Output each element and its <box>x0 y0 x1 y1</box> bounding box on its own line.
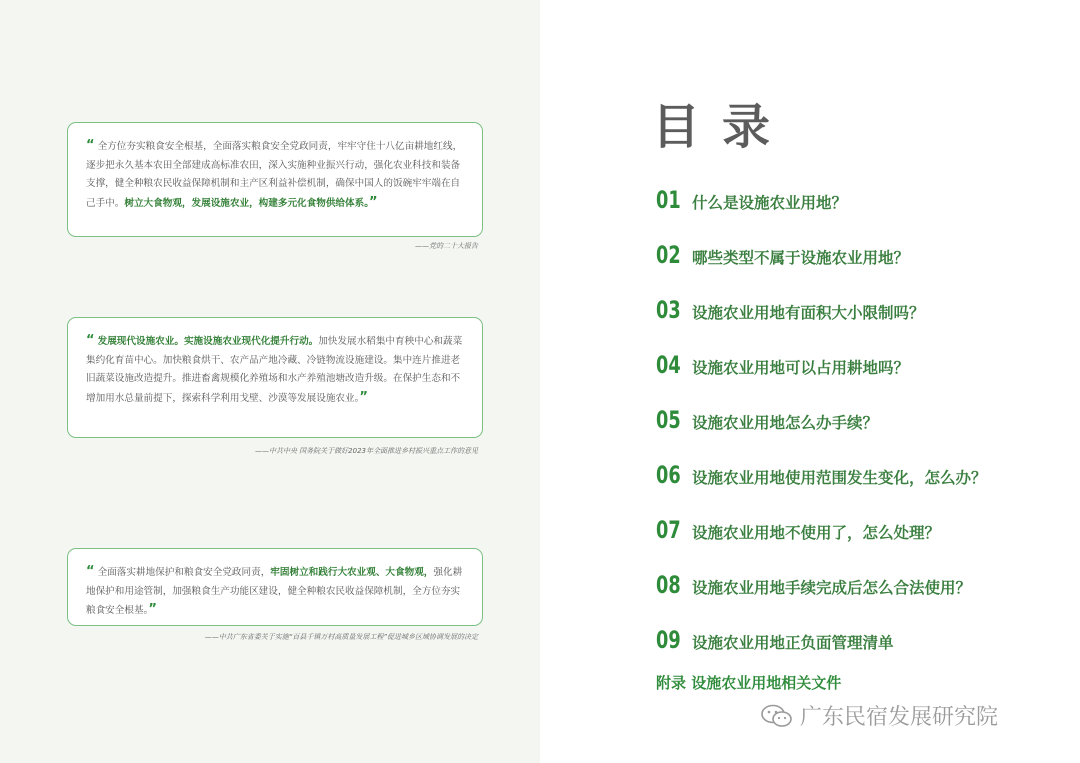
toc-item-label: 设施农业用地手续完成后怎么合法使用？ <box>692 579 972 597</box>
toc-item-number: 09 <box>656 626 681 654</box>
toc-item-09[interactable] <box>656 626 894 654</box>
close-quote-mark: ” <box>359 389 368 405</box>
toc-item-label: 什么是设施农业用地？ <box>692 194 848 212</box>
toc-item-label: 设施农业用地有面积大小限制吗？ <box>692 304 925 322</box>
toc-item-08[interactable] <box>656 571 971 599</box>
toc-item-06[interactable] <box>656 461 987 489</box>
watermark-text: 广东民宿发展研究院 <box>800 705 999 730</box>
toc-item-04[interactable] <box>656 351 909 379</box>
wechat-icon <box>760 704 794 728</box>
toc-item-number: 03 <box>656 296 681 324</box>
toc-item-01[interactable] <box>656 186 847 214</box>
toc-item-label: 设施农业用地使用范围发生变化，怎么办？ <box>692 469 987 487</box>
quote-1-emphasis: 树立大食物观，发展设施农业，构建多元化食物供给体系。 <box>124 197 370 209</box>
toc-item-07[interactable] <box>656 516 940 544</box>
quote-box-3 <box>67 548 483 626</box>
toc-item-05[interactable] <box>656 406 878 434</box>
quote-box-2 <box>67 317 483 438</box>
toc-item-03[interactable] <box>656 296 925 324</box>
quote-2-source: ——中共中央 国务院关于做好2023年全面推进乡村振兴重点工作的意见 <box>254 447 478 455</box>
open-quote-mark: “ <box>86 333 95 348</box>
toc-item-number: 04 <box>656 351 681 379</box>
quote-1-text: 全方位夯实粮食安全根基，全面落实粮食安全党政同责，牢牢守住十八亿亩耕地红线，逐步把永久基本农田全部建成高标准农田，深入实施种业振兴行动，强化农业科技和装备支撑，健全种粮农民收益保障机制和主产区利益补偿机制，确保中国人的饭碗牢牢端在自己手中。 <box>86 141 463 209</box>
toc-item-number: 05 <box>656 406 681 434</box>
toc-item-label: 设施农业用地正负面管理清单 <box>692 634 894 652</box>
toc-appendix[interactable]: 附录 设施农业用地相关文件 <box>656 674 842 692</box>
toc-item-number: 02 <box>656 241 681 269</box>
toc-item-number: 07 <box>656 516 681 544</box>
toc-item-label: 设施农业用地不使用了，怎么处理？ <box>692 524 941 542</box>
toc-item-label: 哪些类型不属于设施农业用地？ <box>692 249 910 267</box>
quote-2-emphasis: 发展现代设施农业。实施设施农业现代化提升行动。 <box>97 336 319 347</box>
watermark <box>760 700 998 731</box>
toc-item-number: 06 <box>656 461 681 489</box>
toc-title: 目录 <box>652 99 793 155</box>
toc-item-label: 设施农业用地怎么办手续？ <box>692 414 879 432</box>
open-quote-mark: “ <box>86 138 95 153</box>
toc-item-label: 设施农业用地可以占用耕地吗？ <box>692 359 910 377</box>
toc-item-number: 08 <box>656 571 681 599</box>
close-quote-mark: ” <box>369 194 378 210</box>
quote-3-source: ——中共广东省委关于实施“百县千镇万村高质量发展工程”促进城乡区域协调发展的决定 <box>204 633 478 641</box>
open-quote-mark: “ <box>86 564 95 579</box>
quote-3-text-a: 全面落实耕地保护和粮食安全党政同责， <box>97 567 271 578</box>
toc-item-number: 01 <box>656 186 681 214</box>
quote-3-text-c: 强化耕地保护和用途管制，加强粮食生产功能区建设，健全种粮农民收益保障机制，全方位夯实粮食安全根基。 <box>86 567 463 616</box>
quote-2-text: 加快发展水稻集中育秧中心和蔬菜集约化育苗中心。加快粮食烘干、农产品产地冷藏、冷链物流设施建设。集中连片推进老旧蔬菜设施改造提升。推进畜禽规模化养殖场和水产养殖池塘改造升级。在保护生态和不增加用水总量前提下，探索科学利用戈壁、沙漠等发展设施农业。 <box>86 336 463 404</box>
quote-3-emphasis: 牢固树立和践行大农业观、大食物观， <box>270 567 434 578</box>
close-quote-mark: ” <box>148 602 157 617</box>
quote-1-source: ——党的二十大报告 <box>415 242 478 250</box>
quote-box-1 <box>67 122 483 237</box>
toc-item-02[interactable] <box>656 241 909 269</box>
